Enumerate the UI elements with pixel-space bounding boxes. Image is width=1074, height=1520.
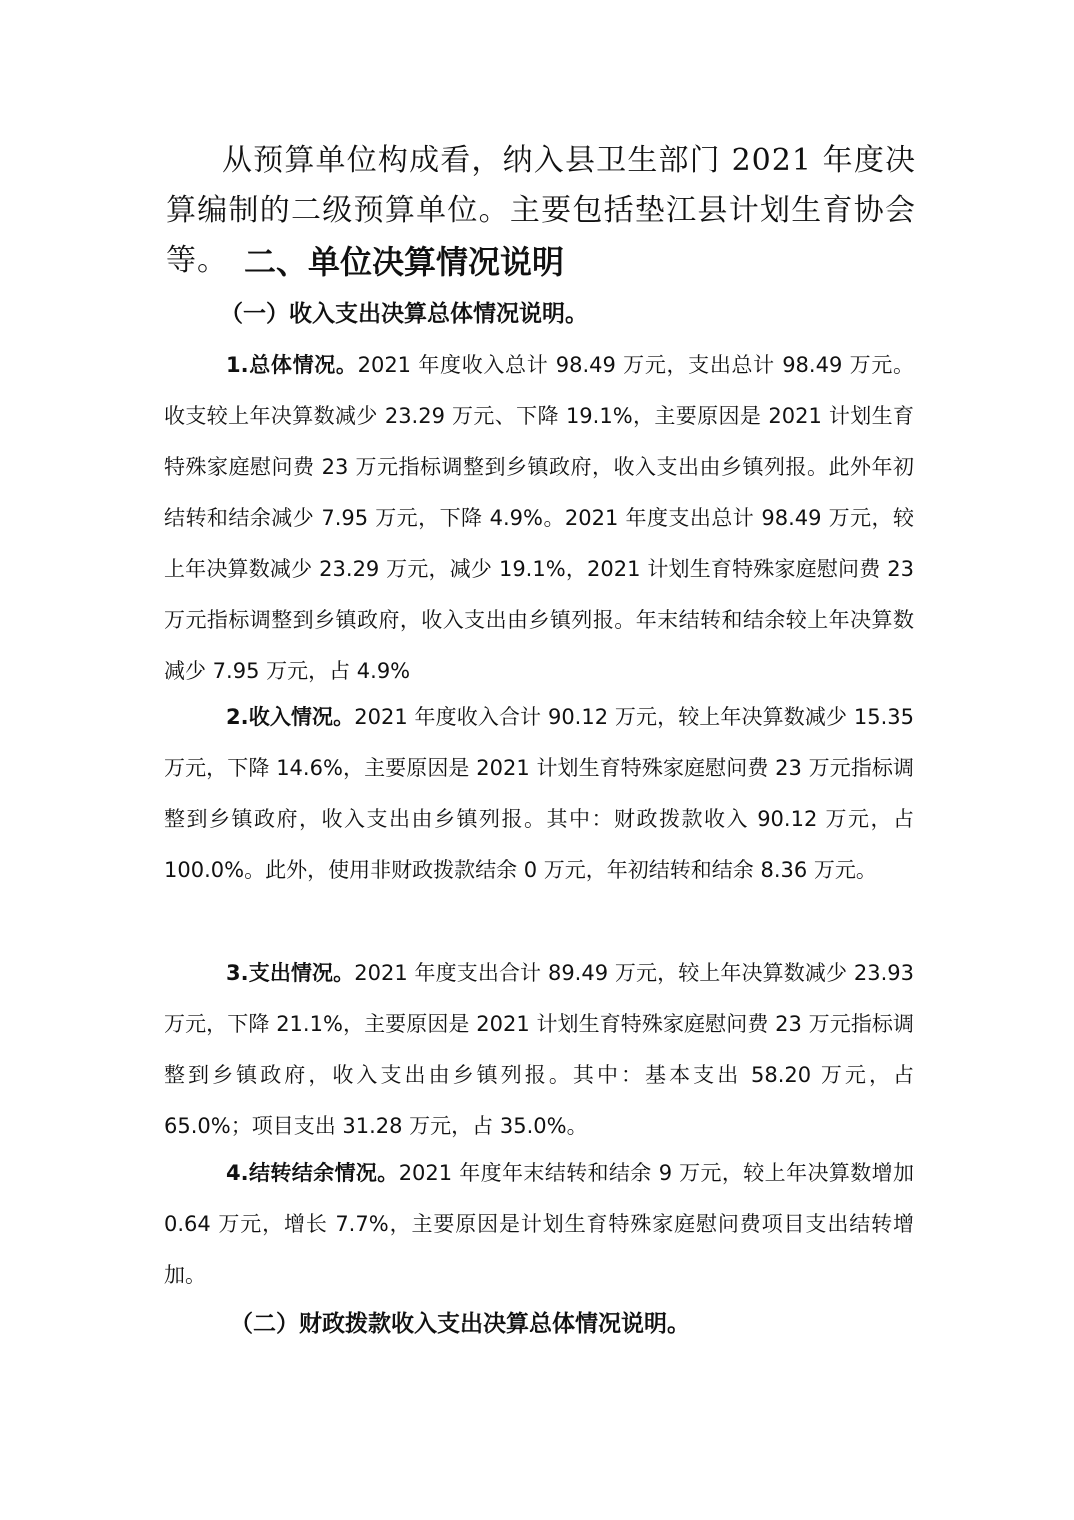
- intro-paragraph: 从预算单位构成看，纳入县卫生部门 2021 年度决算编制的二级预算单位。主要包括垫江县计划生育协会等。: [166, 143, 916, 278]
- expenditure-situation-paragraph: [164, 948, 914, 1152]
- paragraph-lead: 2.收入情况。: [226, 705, 355, 729]
- paragraph-body: 2021 年度支出合计 89.49 万元，较上年决算数减少 23.93 万元，下降 21.1%，主要原因是 2021 计划生育特殊家庭慰问费 23 万元指标调整到乡镇政府，收入支出由乡镇列报。其中：基本支出 58.20 万元，占 65.0%；项目支出 31.28 万元，占 35.0%。: [164, 961, 914, 1138]
- paragraph-body: 2021 年度收入合计 90.12 万元，较上年决算数减少 15.35 万元，下降 14.6%，主要原因是 2021 计划生育特殊家庭慰问费 23 万元指标调整到乡镇政府，收入支出由乡镇列报。其中：财政拨款收入 90.12 万元，占 100.0%。此外，使用非财政拨款结余 0 万元，年初结转和结余 8.36 万元。: [164, 705, 914, 882]
- subsection-heading-2: （二）财政拨款收入支出决算总体情况说明。: [230, 1311, 690, 1337]
- paragraph-body: 2021 年度年末结转和结余 9 万元，较上年决算数增加 0.64 万元，增长 7.7%，主要原因是计划生育特殊家庭慰问费项目支出结转增加。: [164, 1161, 914, 1287]
- section-title: 二、单位决算情况说明: [244, 243, 565, 281]
- paragraph-lead: 1.总体情况。: [226, 353, 358, 377]
- paragraph-lead: 3.支出情况。: [226, 961, 355, 985]
- overall-situation-paragraph: [164, 340, 914, 697]
- carryover-situation-paragraph: [164, 1148, 914, 1301]
- paragraph-body: 2021 年度收入总计 98.49 万元，支出总计 98.49 万元。收支较上年决算数减少 23.29 万元、下降 19.1%，主要原因是 2021 计划生育特殊家庭慰问费 23 万元指标调整到乡镇政府，收入支出由乡镇列报。此外年初结转和结余减少 7.95 万元，下降 4.9%。2021 年度支出总计 98.49 万元，较上年决算数减少 23.29 万元，减少 19.1%，2021 计划生育特殊家庭慰问费 23 万元指标调整到乡镇政府，收入支出由乡镇列报。年末结转和结余较上年决算数减少 7.95 万元，占 4.9%: [164, 353, 914, 683]
- income-situation-paragraph: [164, 692, 914, 896]
- paragraph-lead: 4.结转结余情况。: [226, 1161, 399, 1185]
- subsection-heading-1: （一）收入支出决算总体情况说明。: [220, 301, 588, 327]
